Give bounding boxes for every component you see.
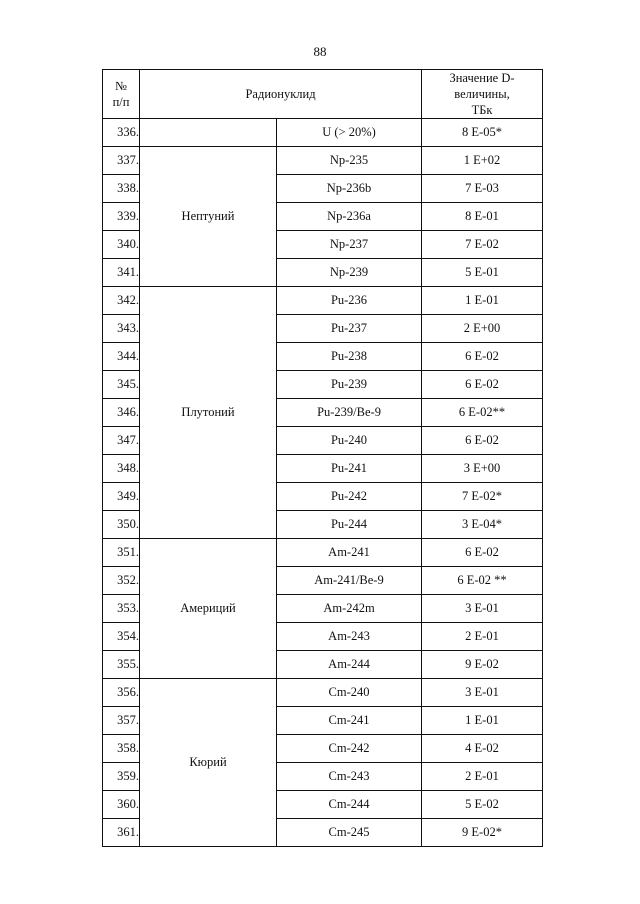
element-name <box>140 119 277 147</box>
isotope-name: Am-241/Be-9 <box>277 567 422 595</box>
d-value: 6 E-02** <box>422 399 543 427</box>
d-value: 8 E-05* <box>422 119 543 147</box>
header-value-line2: ТБк <box>471 103 493 117</box>
d-value: 2 E-01 <box>422 763 543 791</box>
isotope-name: Pu-238 <box>277 343 422 371</box>
d-value: 3 E-01 <box>422 679 543 707</box>
row-number: 342. <box>103 287 140 315</box>
isotope-name: Np-236b <box>277 175 422 203</box>
d-value: 1 E-01 <box>422 287 543 315</box>
isotope-name: Am-242m <box>277 595 422 623</box>
isotope-name: Pu-237 <box>277 315 422 343</box>
isotope-name: Np-237 <box>277 231 422 259</box>
isotope-name: Pu-240 <box>277 427 422 455</box>
element-name: Нептуний <box>140 147 277 287</box>
isotope-name: Cm-241 <box>277 707 422 735</box>
row-number: 355. <box>103 651 140 679</box>
header-value-line1: Значение D-величины, <box>449 71 515 101</box>
isotope-name: Pu-241 <box>277 455 422 483</box>
row-number: 346. <box>103 399 140 427</box>
row-number: 354. <box>103 623 140 651</box>
row-number: 338. <box>103 175 140 203</box>
header-radionuclide: Радионуклид <box>140 70 422 119</box>
row-number: 348. <box>103 455 140 483</box>
row-number: 345. <box>103 371 140 399</box>
table-row <box>103 679 543 707</box>
isotope-name: Pu-239 <box>277 371 422 399</box>
d-value: 7 E-02 <box>422 231 543 259</box>
row-number: 339. <box>103 203 140 231</box>
row-number: 347. <box>103 427 140 455</box>
row-number: 337. <box>103 147 140 175</box>
isotope-name: Cm-244 <box>277 791 422 819</box>
element-name: Плутоний <box>140 287 277 539</box>
d-value: 9 E-02* <box>422 819 543 847</box>
d-value: 4 E-02 <box>422 735 543 763</box>
table-body <box>103 70 543 847</box>
row-number: 341. <box>103 259 140 287</box>
row-number: 344. <box>103 343 140 371</box>
d-value: 1 E-01 <box>422 707 543 735</box>
isotope-name: Am-241 <box>277 539 422 567</box>
row-number: 340. <box>103 231 140 259</box>
row-number: 349. <box>103 483 140 511</box>
d-value: 6 E-02 <box>422 539 543 567</box>
header-number-line2: п/п <box>112 95 130 109</box>
element-name: Америций <box>140 539 277 679</box>
header-number <box>103 70 140 119</box>
isotope-name: Pu-236 <box>277 287 422 315</box>
isotope-name: Pu-239/Be-9 <box>277 399 422 427</box>
d-value: 3 E-01 <box>422 595 543 623</box>
d-value: 2 E+00 <box>422 315 543 343</box>
table-row <box>103 287 543 315</box>
d-value: 5 E-01 <box>422 259 543 287</box>
d-value: 6 E-02 ** <box>422 567 543 595</box>
d-value: 6 E-02 <box>422 427 543 455</box>
d-value: 2 E-01 <box>422 623 543 651</box>
header-value <box>422 70 543 119</box>
table-row <box>103 147 543 175</box>
row-number: 357. <box>103 707 140 735</box>
row-number: 358. <box>103 735 140 763</box>
isotope-name: Cm-243 <box>277 763 422 791</box>
d-value: 3 E-04* <box>422 511 543 539</box>
row-number: 336. <box>103 119 140 147</box>
d-value: 7 E-02* <box>422 483 543 511</box>
isotope-name: Cm-240 <box>277 679 422 707</box>
radionuclide-table <box>102 69 543 847</box>
row-number: 343. <box>103 315 140 343</box>
d-value: 6 E-02 <box>422 343 543 371</box>
row-number: 359. <box>103 763 140 791</box>
isotope-name: Am-244 <box>277 651 422 679</box>
isotope-name: U (> 20%) <box>277 119 422 147</box>
isotope-name: Pu-242 <box>277 483 422 511</box>
page-number: 88 <box>313 44 327 59</box>
isotope-name: Np-235 <box>277 147 422 175</box>
d-value: 5 E-02 <box>422 791 543 819</box>
row-number: 351. <box>103 539 140 567</box>
row-number: 361. <box>103 819 140 847</box>
isotope-name: Cm-242 <box>277 735 422 763</box>
isotope-name: Np-236a <box>277 203 422 231</box>
row-number: 350. <box>103 511 140 539</box>
row-number: 353. <box>103 595 140 623</box>
table-row <box>103 539 543 567</box>
header-number-line1: № <box>115 79 127 93</box>
element-name: Кюрий <box>140 679 277 847</box>
d-value: 9 E-02 <box>422 651 543 679</box>
isotope-name: Pu-244 <box>277 511 422 539</box>
d-value: 7 E-03 <box>422 175 543 203</box>
table-row <box>103 119 543 147</box>
isotope-name: Cm-245 <box>277 819 422 847</box>
table-header-row <box>103 70 543 119</box>
isotope-name: Np-239 <box>277 259 422 287</box>
d-value: 6 E-02 <box>422 371 543 399</box>
row-number: 360. <box>103 791 140 819</box>
d-value: 3 E+00 <box>422 455 543 483</box>
row-number: 352. <box>103 567 140 595</box>
d-value: 8 E-01 <box>422 203 543 231</box>
d-value: 1 E+02 <box>422 147 543 175</box>
row-number: 356. <box>103 679 140 707</box>
isotope-name: Am-243 <box>277 623 422 651</box>
